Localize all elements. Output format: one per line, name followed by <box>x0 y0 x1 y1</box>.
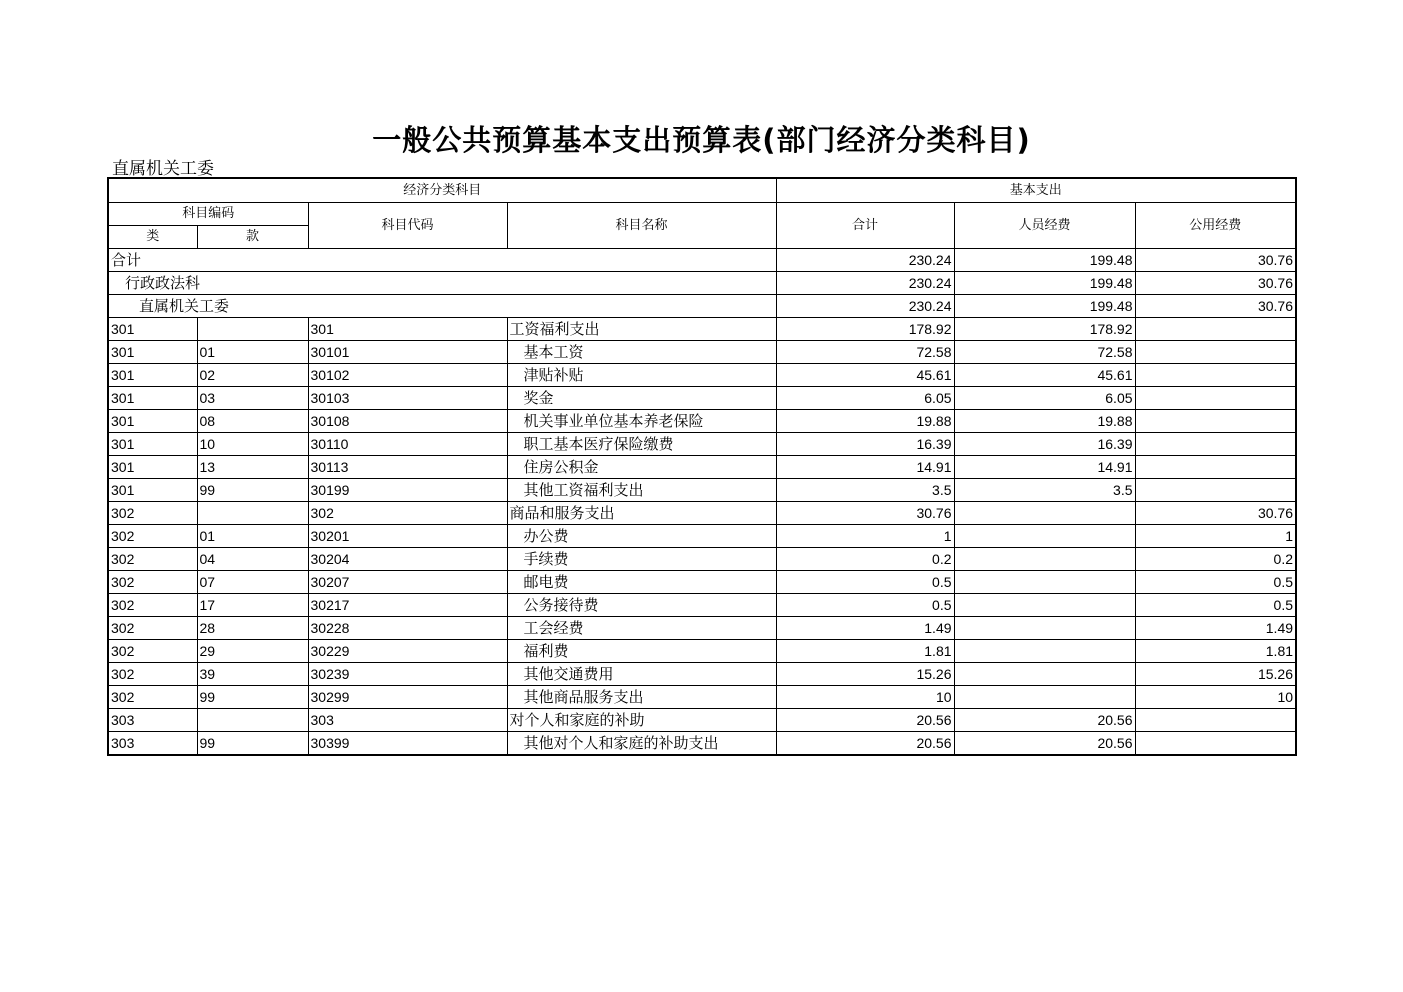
item-header: 款 <box>197 226 308 249</box>
personnel-cell: 20.56 <box>954 709 1135 732</box>
table-row <box>108 318 1296 341</box>
class-cell: 302 <box>108 502 197 525</box>
personnel-cell <box>954 525 1135 548</box>
personnel-cell: 45.61 <box>954 364 1135 387</box>
item-cell: 04 <box>197 548 308 571</box>
code-cell: 30229 <box>308 640 507 663</box>
personnel-cell: 6.05 <box>954 387 1135 410</box>
public-cell <box>1135 364 1296 387</box>
class-cell: 301 <box>108 341 197 364</box>
table-row <box>108 548 1296 571</box>
public-cell: 0.2 <box>1135 548 1296 571</box>
name-cell: 基本工资 <box>507 341 776 364</box>
code-cell: 301 <box>308 318 507 341</box>
total-cell: 0.5 <box>776 571 954 594</box>
personnel-cell: 199.48 <box>954 272 1135 295</box>
item-cell: 99 <box>197 686 308 709</box>
code-cell: 30204 <box>308 548 507 571</box>
personnel-cell: 199.48 <box>954 249 1135 272</box>
personnel-cell <box>954 571 1135 594</box>
table-row <box>108 387 1296 410</box>
code-cell: 30299 <box>308 686 507 709</box>
public-cell <box>1135 433 1296 456</box>
code-cell: 30239 <box>308 663 507 686</box>
item-cell <box>197 502 308 525</box>
code-cell: 30103 <box>308 387 507 410</box>
public-cell <box>1135 479 1296 502</box>
table-row <box>108 640 1296 663</box>
personnel-cell: 3.5 <box>954 479 1135 502</box>
item-cell <box>197 709 308 732</box>
summary-row <box>108 249 1296 272</box>
public-cell: 0.5 <box>1135 571 1296 594</box>
item-cell: 17 <box>197 594 308 617</box>
summary-label: 行政政法科 <box>108 272 776 295</box>
name-cell: 津贴补贴 <box>507 364 776 387</box>
personnel-cell <box>954 502 1135 525</box>
table-row <box>108 410 1296 433</box>
personnel-cell: 19.88 <box>954 410 1135 433</box>
table-row <box>108 732 1296 756</box>
class-cell: 301 <box>108 364 197 387</box>
public-header: 公用经费 <box>1135 203 1296 249</box>
public-cell <box>1135 318 1296 341</box>
personnel-cell: 20.56 <box>954 732 1135 756</box>
total-header: 合计 <box>776 203 954 249</box>
name-cell: 福利费 <box>507 640 776 663</box>
total-cell: 16.39 <box>776 433 954 456</box>
total-cell: 6.05 <box>776 387 954 410</box>
class-cell: 301 <box>108 456 197 479</box>
total-cell: 15.26 <box>776 663 954 686</box>
class-cell: 303 <box>108 732 197 756</box>
item-cell: 08 <box>197 410 308 433</box>
name-cell: 其他交通费用 <box>507 663 776 686</box>
name-cell: 手续费 <box>507 548 776 571</box>
total-cell: 230.24 <box>776 295 954 318</box>
summary-label: 直属机关工委 <box>108 295 776 318</box>
personnel-cell: 14.91 <box>954 456 1135 479</box>
page-title: 一般公共预算基本支出预算表(部门经济分类科目) <box>372 123 1031 157</box>
total-cell: 72.58 <box>776 341 954 364</box>
class-cell: 302 <box>108 617 197 640</box>
code-cell: 30199 <box>308 479 507 502</box>
item-cell: 13 <box>197 456 308 479</box>
code-cell: 30217 <box>308 594 507 617</box>
item-cell: 01 <box>197 341 308 364</box>
table-row <box>108 571 1296 594</box>
table-row <box>108 341 1296 364</box>
public-cell: 10 <box>1135 686 1296 709</box>
personnel-cell <box>954 548 1135 571</box>
personnel-cell <box>954 617 1135 640</box>
class-cell: 301 <box>108 479 197 502</box>
table-row <box>108 433 1296 456</box>
code-cell: 303 <box>308 709 507 732</box>
item-cell: 01 <box>197 525 308 548</box>
code-cell: 30228 <box>308 617 507 640</box>
public-cell: 1.81 <box>1135 640 1296 663</box>
personnel-header: 人员经费 <box>954 203 1135 249</box>
class-cell: 301 <box>108 410 197 433</box>
table-row <box>108 663 1296 686</box>
item-cell: 02 <box>197 364 308 387</box>
name-cell: 对个人和家庭的补助 <box>507 709 776 732</box>
code-cell: 302 <box>308 502 507 525</box>
total-cell: 20.56 <box>776 732 954 756</box>
total-cell: 20.56 <box>776 709 954 732</box>
item-cell: 29 <box>197 640 308 663</box>
personnel-cell: 178.92 <box>954 318 1135 341</box>
name-cell: 办公费 <box>507 525 776 548</box>
item-cell: 07 <box>197 571 308 594</box>
summary-label: 合计 <box>108 249 776 272</box>
unit-name: 直属机关工委 <box>112 159 214 179</box>
class-header: 类 <box>108 226 197 249</box>
personnel-cell: 16.39 <box>954 433 1135 456</box>
class-cell: 303 <box>108 709 197 732</box>
total-cell: 1 <box>776 525 954 548</box>
code-cell: 30110 <box>308 433 507 456</box>
name-cell: 机关事业单位基本养老保险 <box>507 410 776 433</box>
name-cell: 邮电费 <box>507 571 776 594</box>
total-cell: 230.24 <box>776 249 954 272</box>
name-cell: 其他对个人和家庭的补助支出 <box>507 732 776 756</box>
item-cell <box>197 318 308 341</box>
total-cell: 1.81 <box>776 640 954 663</box>
table-row <box>108 456 1296 479</box>
table-row <box>108 502 1296 525</box>
personnel-cell <box>954 640 1135 663</box>
public-cell: 15.26 <box>1135 663 1296 686</box>
econ-group-header: 经济分类科目 <box>108 178 776 203</box>
code-cell: 30113 <box>308 456 507 479</box>
public-cell: 0.5 <box>1135 594 1296 617</box>
personnel-cell: 199.48 <box>954 295 1135 318</box>
code-cell: 30207 <box>308 571 507 594</box>
public-cell: 1 <box>1135 525 1296 548</box>
summary-row <box>108 295 1296 318</box>
public-cell: 30.76 <box>1135 249 1296 272</box>
total-cell: 10 <box>776 686 954 709</box>
code-cell: 30201 <box>308 525 507 548</box>
code-cell: 30102 <box>308 364 507 387</box>
public-cell: 30.76 <box>1135 502 1296 525</box>
table-row <box>108 709 1296 732</box>
table-row <box>108 594 1296 617</box>
public-cell: 1.49 <box>1135 617 1296 640</box>
code-header: 科目代码 <box>308 203 507 249</box>
basic-group-header: 基本支出 <box>776 178 1296 203</box>
public-cell <box>1135 709 1296 732</box>
total-cell: 0.2 <box>776 548 954 571</box>
personnel-cell: 72.58 <box>954 341 1135 364</box>
personnel-cell <box>954 594 1135 617</box>
name-cell: 公务接待费 <box>507 594 776 617</box>
item-cell: 99 <box>197 732 308 756</box>
name-cell: 工会经费 <box>507 617 776 640</box>
total-cell: 178.92 <box>776 318 954 341</box>
budget-table <box>107 177 1297 756</box>
code-cell: 30399 <box>308 732 507 756</box>
item-cell: 39 <box>197 663 308 686</box>
public-cell <box>1135 456 1296 479</box>
name-cell: 职工基本医疗保险缴费 <box>507 433 776 456</box>
total-cell: 0.5 <box>776 594 954 617</box>
class-cell: 302 <box>108 548 197 571</box>
name-cell: 商品和服务支出 <box>507 502 776 525</box>
public-cell: 30.76 <box>1135 295 1296 318</box>
table-row <box>108 479 1296 502</box>
name-header: 科目名称 <box>507 203 776 249</box>
total-cell: 45.61 <box>776 364 954 387</box>
item-cell: 10 <box>197 433 308 456</box>
code-cell: 30108 <box>308 410 507 433</box>
total-cell: 19.88 <box>776 410 954 433</box>
public-cell: 30.76 <box>1135 272 1296 295</box>
personnel-cell <box>954 686 1135 709</box>
name-cell: 工资福利支出 <box>507 318 776 341</box>
table-row <box>108 525 1296 548</box>
personnel-cell <box>954 663 1135 686</box>
class-cell: 302 <box>108 663 197 686</box>
summary-row <box>108 272 1296 295</box>
name-cell: 其他工资福利支出 <box>507 479 776 502</box>
name-cell: 奖金 <box>507 387 776 410</box>
table-row <box>108 617 1296 640</box>
table-row <box>108 686 1296 709</box>
class-cell: 301 <box>108 433 197 456</box>
item-cell: 99 <box>197 479 308 502</box>
class-cell: 301 <box>108 387 197 410</box>
total-cell: 30.76 <box>776 502 954 525</box>
total-cell: 3.5 <box>776 479 954 502</box>
public-cell <box>1135 732 1296 756</box>
public-cell <box>1135 341 1296 364</box>
class-cell: 302 <box>108 525 197 548</box>
name-cell: 住房公积金 <box>507 456 776 479</box>
code-cell: 30101 <box>308 341 507 364</box>
class-cell: 302 <box>108 571 197 594</box>
item-cell: 03 <box>197 387 308 410</box>
public-cell <box>1135 387 1296 410</box>
subject-code-group-header: 科目编码 <box>108 203 308 226</box>
class-cell: 302 <box>108 594 197 617</box>
total-cell: 14.91 <box>776 456 954 479</box>
class-cell: 301 <box>108 318 197 341</box>
name-cell: 其他商品服务支出 <box>507 686 776 709</box>
class-cell: 302 <box>108 686 197 709</box>
public-cell <box>1135 410 1296 433</box>
item-cell: 28 <box>197 617 308 640</box>
class-cell: 302 <box>108 640 197 663</box>
total-cell: 1.49 <box>776 617 954 640</box>
table-row <box>108 364 1296 387</box>
total-cell: 230.24 <box>776 272 954 295</box>
